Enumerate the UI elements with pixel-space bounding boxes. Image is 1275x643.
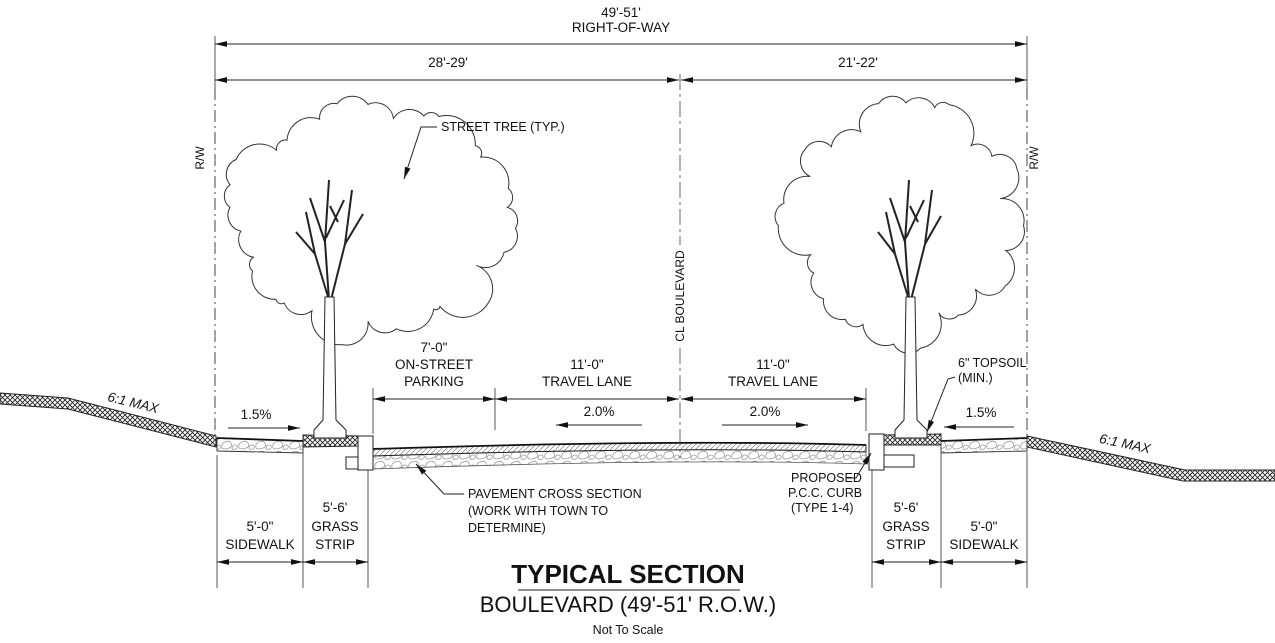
sheet-title: TYPICAL SECTION	[511, 559, 745, 589]
sheet-subtitle: BOULEVARD (49'-51' R.O.W.)	[479, 592, 777, 617]
embankment-slope-right: 6:1 MAX	[1098, 430, 1152, 457]
parking-label-1: ON-STREET	[394, 357, 474, 372]
slope-sidewalk-left: 1.5%	[240, 407, 272, 422]
pavement-note-1: PAVEMENT CROSS SECTION	[468, 487, 642, 501]
pavement-note-2: (WORK WITH TOWN TO	[468, 504, 609, 518]
curb-note-3: (TYPE 1-4)	[791, 501, 854, 515]
travel-left-value: 11'-0"	[570, 357, 604, 372]
sidewalk-right-label: SIDEWALK	[949, 537, 1019, 552]
sidewalk-left-label: SIDEWALK	[225, 537, 295, 552]
parking-label-2: PARKING	[404, 374, 464, 389]
rw-label-left: R/W	[193, 146, 207, 170]
topsoil-leader	[927, 377, 955, 432]
curb-note-1: PROPOSED	[791, 471, 862, 485]
topsoil-note-2: (MIN.)	[958, 371, 993, 385]
centerline-label: CL BOULEVARD	[673, 250, 687, 342]
parking-value: 7'-0"	[420, 340, 448, 355]
row-total-label: RIGHT-OF-WAY	[571, 20, 671, 35]
slope-crown-left: 2.0%	[583, 404, 615, 419]
slope-crown-right: 2.0%	[749, 404, 781, 419]
curb-note-2: P.C.C. CURB	[788, 486, 863, 500]
row-left-half: 28'-29'	[428, 55, 468, 70]
scale-note: Not To Scale	[592, 623, 664, 637]
row-right-half: 21'-22'	[838, 55, 878, 70]
pavement-leader	[416, 464, 464, 494]
embankment-slope-left: 6:1 MAX	[106, 389, 161, 417]
sidewalk-right-value: 5'-0"	[970, 519, 998, 534]
grass-right-value: 5'-6'	[893, 500, 919, 515]
grass-right-label-2: STRIP	[886, 537, 926, 552]
slope-sidewalk-right: 1.5%	[965, 405, 997, 420]
row-total-value: 49'-51'	[601, 5, 641, 20]
sidewalk-left-value: 5'-0"	[246, 519, 274, 534]
travel-right-label: TRAVEL LANE	[727, 374, 819, 389]
grass-left-value: 5'-6'	[322, 500, 348, 515]
rw-label-right: R/W	[1027, 146, 1041, 170]
grass-left-label-1: GRASS	[311, 519, 359, 534]
street-tree-note: STREET TREE (TYP.)	[441, 120, 565, 134]
grass-left-label-2: STRIP	[315, 537, 355, 552]
travel-right-value: 11'-0"	[756, 357, 790, 372]
grass-right-label-1: GRASS	[882, 519, 930, 534]
travel-left-label: TRAVEL LANE	[541, 374, 633, 389]
slope-arrows	[228, 425, 1014, 428]
pavement-note-3: DETERMINE)	[468, 521, 546, 535]
topsoil-note-1: 6" TOPSOIL	[958, 356, 1027, 370]
